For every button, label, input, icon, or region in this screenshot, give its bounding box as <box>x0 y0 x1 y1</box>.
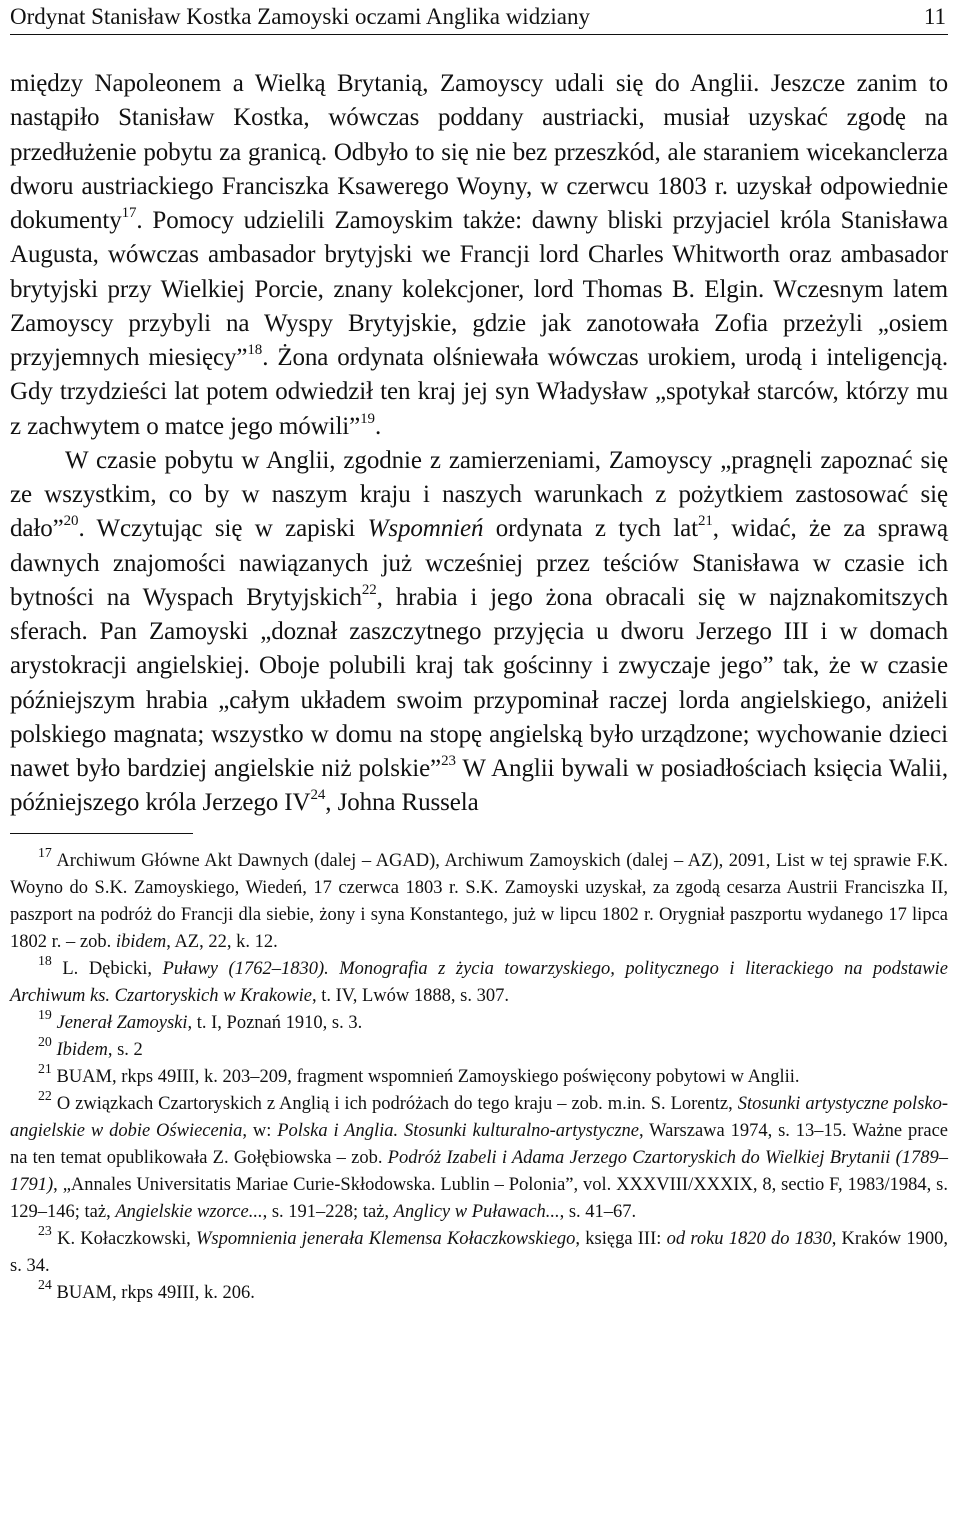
footnote-ref-19: 19 <box>360 410 375 427</box>
footnote-ref-17: 17 <box>121 205 137 222</box>
footnote-ref-20: 20 <box>63 513 79 530</box>
footnote-text: , Warszawa 1974, s. 13–15. Ważne prace na ten temat opublikowała Z. Gołębiowska – zob. <box>10 1120 948 1168</box>
paragraph-2 <box>10 444 948 821</box>
footnote-text: L. Dębicki, <box>51 958 163 979</box>
footnote-17 <box>10 845 948 956</box>
footnote-ref-18: 18 <box>247 342 263 359</box>
italic-title: Wspomnień <box>367 515 484 543</box>
footnote-text: , s. 191–228; taż, <box>262 1201 394 1222</box>
footnote-22 <box>10 1088 949 1226</box>
text-span: . Wczytując się w zapiski <box>78 515 368 543</box>
footnote-ref-22: 22 <box>361 581 377 598</box>
text-span: . Pomocy udzielili Zamoyskim także: dawny bliski przyjaciel króla Stanisława Augusta, wówczas ambasador brytyjski we Francji lord Charles Whitworth oraz ambasador brytyjski przy Wielkiej Porcie, znany kolekcjoner, lord Thomas B. Elgin. Wczesnym latem Zamoyscy przybyli na Wyspy Brytyjskie, gdzie jak zanotowała Zofia przeżyli „osiem przyjemnych miesięcy” <box>10 207 948 371</box>
text-span: . <box>374 412 382 440</box>
footnote-number: 20 <box>38 1034 52 1050</box>
footnote-text: , t. IV, Lwów 1888, s. 307. <box>311 985 509 1006</box>
footnote-text: O związkach Czartoryskich z Anglią i ich podróżach do tego kraju – zob. m.in. S. Lorentz, <box>51 1093 738 1114</box>
footnote-italic: Stosunki artystyczne polsko-angielskie w dobie Oświecenia <box>10 1093 949 1141</box>
footnote-ref-21: 21 <box>697 513 713 530</box>
footnote-number: 18 <box>38 953 52 969</box>
text-span: , widać, że za sprawą dawnych znajomości nawiązanych już wcześniej przez teściów Stanisława w czasie ich bytności na Wyspach Brytyjskich <box>10 515 949 611</box>
footnote-19 <box>10 1007 948 1037</box>
text-span: , hrabia i jego żona obracali się w najznakomitszych sferach. Pan Zamoyski „doznał zaszczytnego przyjęcia u dworu Jerzego III i w domach arystokracji angielskiej. Oboje polubili kraj tak gościnny i zwyczaje jego” tak, że w czasie późniejszym hrabia „całym układem swoim przypominał raczej lorda angielskiego, aniżeli polskiego magnata; wszystko w domu na stopę angielską było urządzone; wychowanie dzieci nawet było bardziej angielskie niż polskie” <box>10 583 948 782</box>
footnotes <box>10 845 949 1307</box>
footnote-number: 17 <box>38 845 52 861</box>
footnote-text: BUAM, rkps 49III, k. 206. <box>51 1282 255 1303</box>
footnote-24 <box>10 1277 948 1307</box>
footnote-text: Archiwum Główne Akt Dawnych (dalej – AGAD), Archiwum Zamoyskich (dalej – AZ), 2091, List w tej sprawie F.K. Woyno do S.K. Zamoyskiego, Wiedeń, 17 czerwca 1803 r. S.K. Zamoyski uzyskał, za zgodą cesarza Austrii Franciszka II, paszport na podróż do Francji dla siebie, żony i syna Konstantego, już w lipcu 1802 r. Orygniał paszportu wydanego 17 lipca 1802 r. – zob. <box>10 850 948 952</box>
footnote-text: , w: <box>242 1120 278 1141</box>
text-span: , Johna Russela <box>325 789 479 817</box>
footnote-number: 22 <box>38 1088 52 1104</box>
running-head <box>10 4 948 35</box>
text-span: . Żona ordynata olśniewała wówczas urokiem, urodą i inteligencją. Gdy trzydzieści lat potem odwiedził ten kraj jej syn Władysław „spotykał starców, którzy mu z zachwytem o matce jego mówili” <box>10 344 948 440</box>
footnote-number: 19 <box>38 1007 52 1023</box>
footnote-text: , AZ, 22, k. 12. <box>166 931 278 952</box>
footnote-23 <box>10 1223 948 1280</box>
footnote-text: , Kraków 1900, s. 34. <box>10 1228 948 1276</box>
footnote-text: , „Annales Universitatis Mariae Curie-Skłodowska. Lublin – Polonia”, vol. XXXVIII/XXXIX, 8, sectio F, 1983/1984, s. 129–146; taż, <box>10 1174 948 1222</box>
footnote-italic: Wspomnienia jenerała Klemensa Kołaczkowskiego <box>195 1228 576 1249</box>
text-span: W czasie pobytu w Anglii, zgodnie z zamierzeniami, Zamoyscy „pragnęli zapoznać się ze wszystkim, co by w naszym kraju i naszych warunkach z pożytkiem zastosować się dało” <box>10 446 948 543</box>
footnote-text: BUAM, rkps 49III, k. 203–209, fragment wspomnień Zamoyskiego poświęcony pobytowi w Anglii. <box>51 1066 800 1087</box>
footnote-italic: Jenerał Zamoyski <box>56 1012 188 1033</box>
footnote-number: 24 <box>38 1277 52 1293</box>
footnote-18 <box>10 953 948 1010</box>
running-title: Ordynat Stanisław Kostka Zamoyski oczami Anglika widziany <box>10 4 590 29</box>
footnote-text: , s. 2 <box>107 1039 143 1060</box>
footnote-italic: od roku 1820 do 1830 <box>666 1228 832 1249</box>
footnote-number: 21 <box>38 1061 52 1077</box>
text-span: ordynata z tych lat <box>483 515 698 543</box>
footnote-number: 23 <box>38 1223 52 1239</box>
paragraph-1 <box>10 67 948 444</box>
text-span: W Anglii bywali w posiadłościach księcia Walii, późniejszego króla Jerzego IV <box>10 755 948 817</box>
footnote-text: , s. 41–67. <box>559 1201 637 1222</box>
footnote-italic: Polska i Anglia. Stosunki kulturalno-artystyczne <box>277 1120 640 1141</box>
footnote-italic: Angielskie wzorce... <box>115 1201 263 1222</box>
footnote-20 <box>10 1034 948 1064</box>
footnote-text: , t. I, Poznań 1910, s. 3. <box>187 1012 363 1033</box>
footnote-text: K. Kołaczkowski, <box>51 1228 196 1249</box>
footnote-ref-24: 24 <box>310 787 326 804</box>
footnote-italic: ibidem <box>115 931 167 952</box>
main-text <box>10 67 948 821</box>
footnote-21 <box>10 1061 948 1091</box>
footnote-italic: Podróż Izabeli i Adama Jerzego Czartoryskich do Wielkiej Brytanii (1789–1791) <box>10 1147 948 1195</box>
footnote-italic: Ibidem <box>56 1039 108 1060</box>
page-number: 11 <box>923 4 946 29</box>
footnote-ref-23: 23 <box>441 753 456 770</box>
footnote-separator <box>10 833 193 834</box>
footnote-italic: Puławy (1762–1830). Monografia z życia towarzyskiego, politycznego i literackiego na podstawie Archiwum ks. Czartoryskich w Krakowie <box>10 958 948 1006</box>
footnote-text: , księga III: <box>575 1228 667 1249</box>
footnote-italic: Anglicy w Puławach... <box>393 1201 560 1222</box>
text-span: między Napoleonem a Wielką Brytanią, Zamoyscy udali się do Anglii. Jeszcze zanim to nastąpiło Stanisław Kostka, wówczas poddany austriacki, musiał uzyskać zgodę na przedłużenie pobytu za granicą. Odbyło to się nie bez przeszkód, ale staraniem wicekanclerza dworu austriackiego Franciszka Ksawerego Woyny, w czerwcu 1803 r. uzyskał odpowiednie dokumenty <box>10 70 948 234</box>
